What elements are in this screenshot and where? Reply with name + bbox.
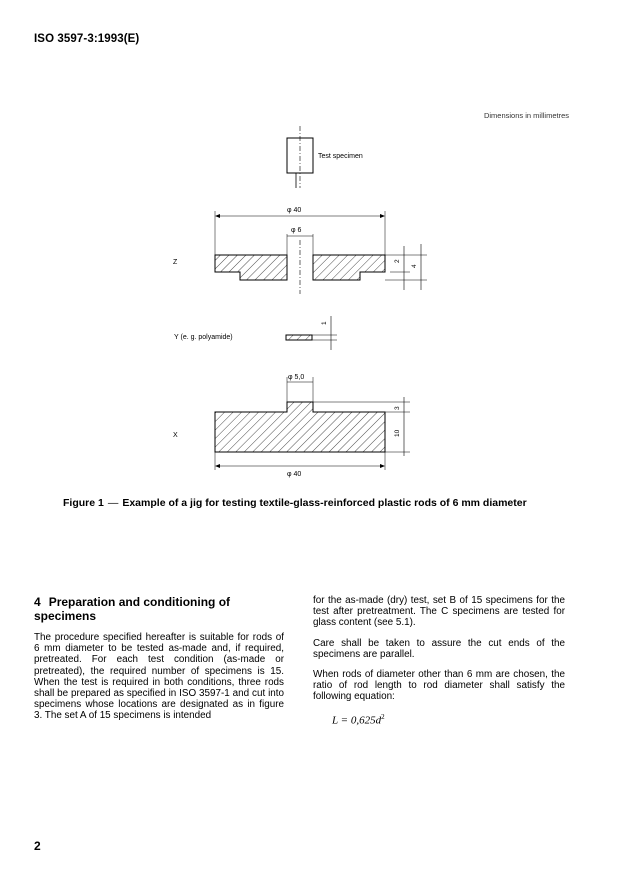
equation <box>332 712 565 727</box>
z-jig-drawing <box>173 207 427 294</box>
right-column <box>313 595 565 726</box>
section-heading <box>34 595 284 623</box>
x-height-10-label: 10 <box>394 429 401 437</box>
x-diameter-5-label: φ 5,0 <box>288 374 305 381</box>
equation-exponent: 2 <box>381 712 385 721</box>
equation-body: L = 0,625d <box>332 714 382 727</box>
right-paragraph-2: Care shall be taken to assure the cut ends of the specimens are parallel. <box>313 637 565 660</box>
x-diameter-40-label: φ 40 <box>287 471 302 478</box>
right-paragraph-3: When rods of diameter other than 6 mm are chosen, the ratio of rod length to rod diameter shall satisfy the following equation: <box>313 669 565 703</box>
figure-caption <box>63 497 527 509</box>
test-specimen-drawing <box>287 126 363 188</box>
figure-caption-number: Figure 1 <box>63 497 104 509</box>
figure-caption-dash: — <box>107 497 119 509</box>
test-specimen-label: Test specimen <box>318 153 363 160</box>
standard-code: ISO 3597-3:1993(E) <box>34 33 140 45</box>
x-base-drawing <box>173 374 410 478</box>
section-number: 4 <box>34 595 41 609</box>
z-diameter-6-label: φ 6 <box>291 227 302 234</box>
left-paragraph: The procedure specified hereafter is suitable for rods of 6 mm diameter to be tested as-made and, if required, pretreated. For each test condition (as-made or pretreated), the required number of specimens is 15. When the test is required in both conditions, three rods shall be prepared as specified in ISO 3597-1 and cut into specimens whose locations are designated as in figure 3. The set A of 15 specimens is intended <box>34 632 284 722</box>
y-spacer-drawing <box>174 316 337 350</box>
left-column <box>34 595 284 731</box>
z-label: Z <box>173 259 178 266</box>
dimensions-note: Dimensions in millimetres <box>483 111 569 120</box>
figure-caption-text: Example of a jig for testing textile-glass-reinforced plastic rods of 6 mm diameter <box>122 497 527 509</box>
right-paragraph-1: for the as-made (dry) test, set B of 15 specimens for the test after pretreatment. The C specimens are tested for glass content (see 5.1). <box>313 595 565 629</box>
page-number: 2 <box>34 839 41 853</box>
x-label: X <box>173 432 178 439</box>
z-height-2-label: 2 <box>394 259 401 263</box>
z-height-4-label: 4 <box>411 264 418 268</box>
y-thickness-1-label: 1 <box>321 321 328 325</box>
x-step-3-label: 3 <box>394 406 401 410</box>
section-title: Preparation and conditioning of specimens <box>34 595 231 623</box>
y-label: Y (e. g. polyamide) <box>174 334 233 341</box>
z-diameter-40-label: φ 40 <box>287 207 302 214</box>
